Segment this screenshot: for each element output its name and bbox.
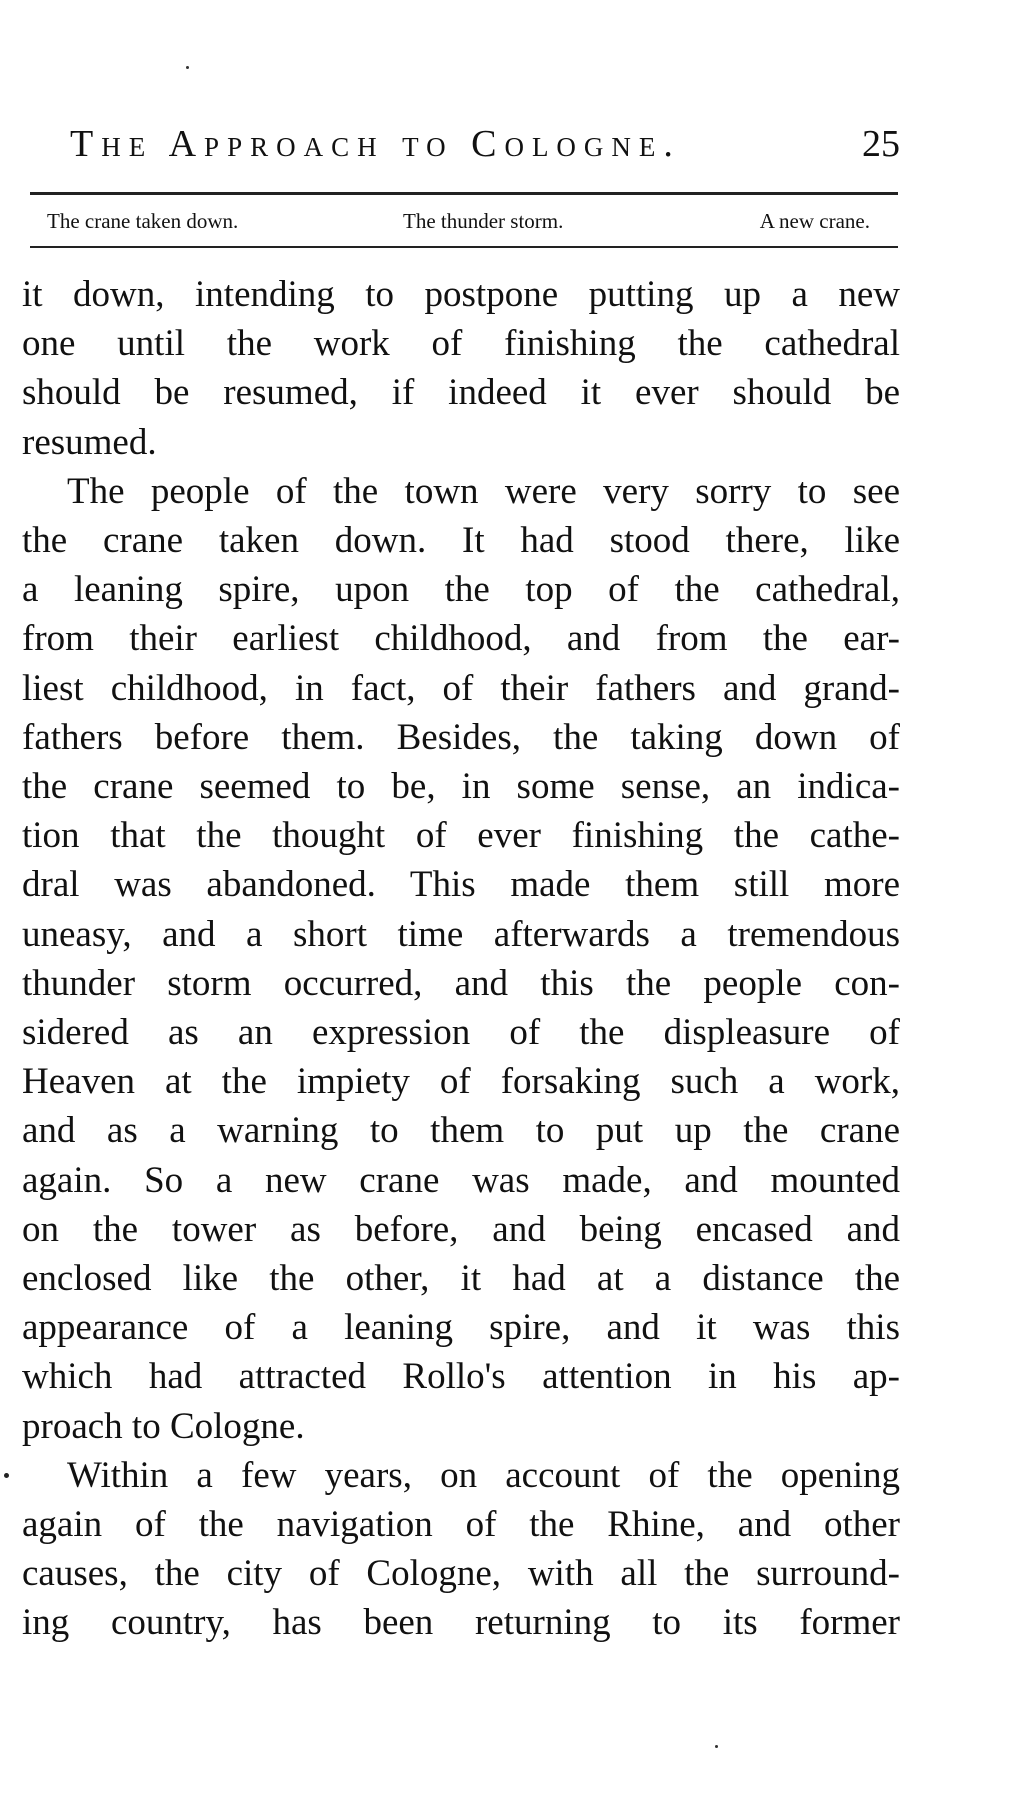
text-line: tion that the thought of ever finishing the cathe- xyxy=(22,815,900,857)
paragraph xyxy=(22,1451,900,1648)
text-line: fathers before them. Besides, the taking down of xyxy=(22,716,900,758)
text-line: one until the work of finishing the cathedral xyxy=(22,323,900,365)
subheading-new-crane: A new crane. xyxy=(759,209,870,233)
text-line-last: proach to Cologne. xyxy=(22,1405,305,1447)
text-line: and as a warning to them to put up the crane xyxy=(22,1110,900,1152)
text-line: The people of the town were very sorry to see xyxy=(67,470,900,512)
body-text xyxy=(22,270,900,1648)
text-line: again. So a new crane was made, and mounted xyxy=(22,1159,900,1201)
text-line: on the tower as before, and being encased and xyxy=(22,1208,900,1250)
text-line-last: resumed. xyxy=(22,421,157,463)
text-line: appearance of a leaning spire, and it was this xyxy=(22,1307,900,1349)
subheading-crane-taken-down: The crane taken down. xyxy=(47,209,239,233)
text-line: enclosed like the other, it had at a distance the xyxy=(22,1258,900,1300)
running-head xyxy=(70,122,900,170)
text-line: sidered as an expression of the displeasure of xyxy=(22,1012,900,1054)
running-title: The Approach to Cologne. xyxy=(70,123,681,165)
text-line: uneasy, and a short time afterwards a tremendous xyxy=(22,913,900,955)
text-line: causes, the city of Cologne, with all the surround- xyxy=(22,1553,900,1595)
text-line: liest childhood, in fact, of their fathers and grand- xyxy=(22,667,900,709)
margin-mark xyxy=(4,1473,9,1478)
text-line: the crane taken down. It had stood there, like xyxy=(22,520,900,562)
text-line: dral was abandoned. This made them still more xyxy=(22,864,900,906)
text-line: a leaning spire, upon the top of the cathedral, xyxy=(22,569,900,611)
text-line: which had attracted Rollo's attention in his ap- xyxy=(22,1356,900,1398)
text-line: should be resumed, if indeed it ever should be xyxy=(22,372,900,414)
header-rule-top xyxy=(30,192,898,195)
text-line: ing country, has been returning to its former xyxy=(22,1602,900,1644)
page-speck xyxy=(186,66,189,69)
subheading-bar xyxy=(30,203,898,239)
text-line: Heaven at the impiety of forsaking such a work, xyxy=(22,1061,900,1103)
header-rule-bottom xyxy=(30,246,898,248)
text-line: Within a few years, on account of the opening xyxy=(67,1454,900,1496)
text-line: thunder storm occurred, and this the people con- xyxy=(22,962,900,1004)
text-line: again of the navigation of the Rhine, and other xyxy=(22,1504,900,1546)
text-line: it down, intending to postpone putting up a new xyxy=(22,274,900,315)
paragraph xyxy=(22,270,900,467)
page-number: 25 xyxy=(862,123,900,165)
paragraph xyxy=(22,467,900,1451)
page-speck xyxy=(715,1745,718,1748)
text-line: the crane seemed to be, in some sense, an indica- xyxy=(22,766,900,808)
subheading-thunder-storm: The thunder storm. xyxy=(403,209,564,233)
text-line: from their earliest childhood, and from the ear- xyxy=(22,618,900,660)
